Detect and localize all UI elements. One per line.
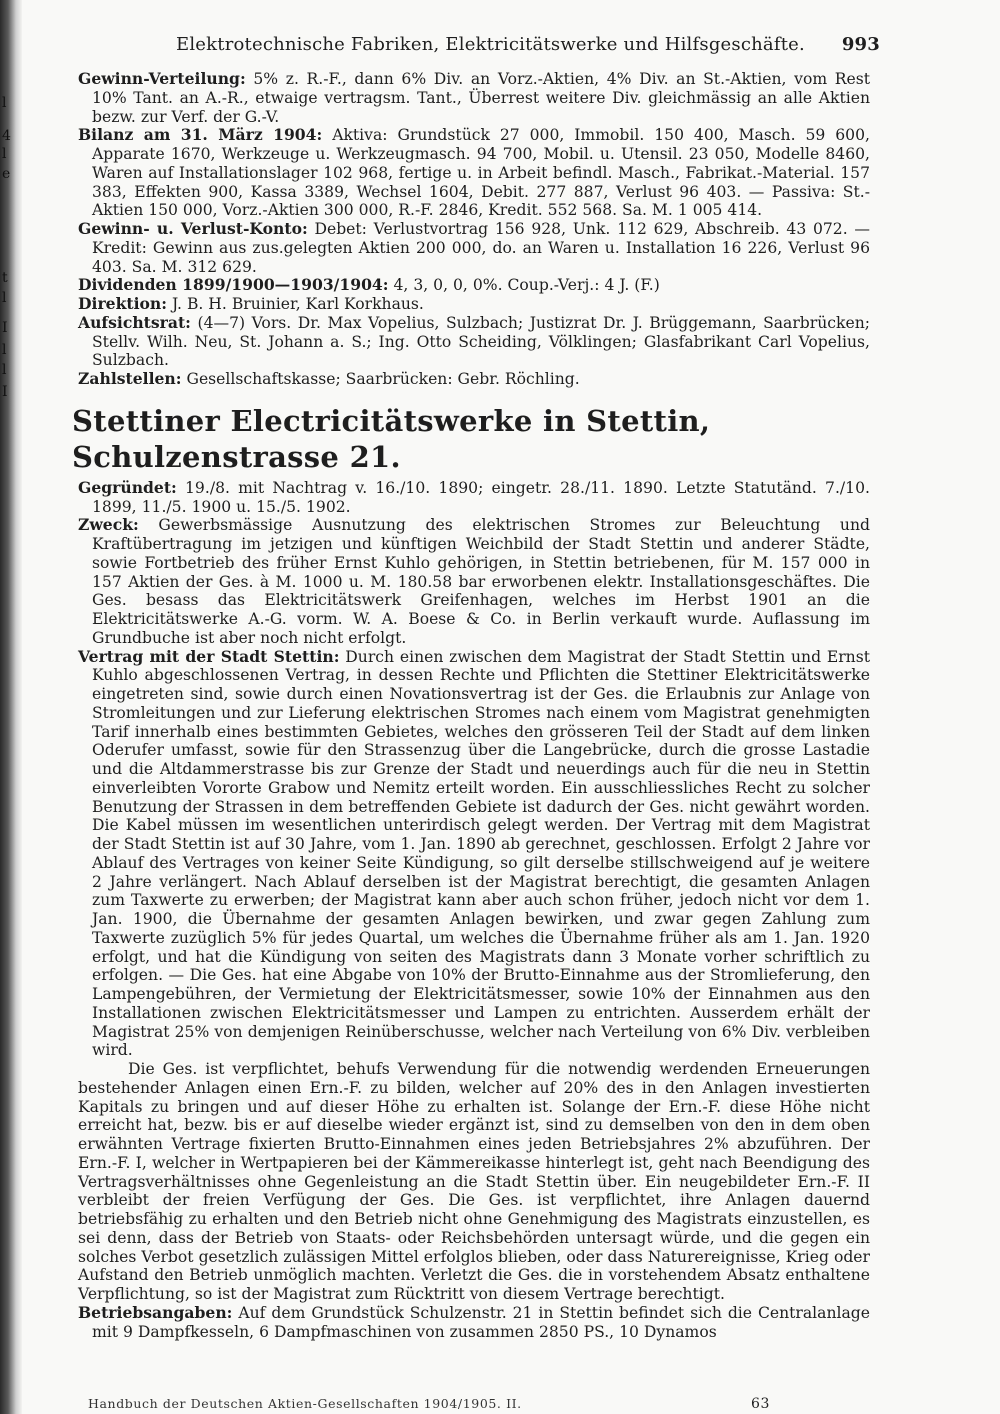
entry-key: Gegründet: [78, 477, 177, 497]
company-entries [78, 479, 870, 1342]
entry-text: Debet: Verlustvortrag 156 928, Unk. 112 629, Abschreib. 43 072. — Kredit: Gewinn aus zus.gelegten Aktien 200 000, do. an Waren u. Installation 16 226, Verlust 96 403. Sa. M. 312 629. [92, 220, 871, 276]
entry-text: Aktiva: Grundstück 27 000, Immobil. 150 400, Masch. 59 600, Apparate 1670, Werkzeuge u. Werkzeugmasch. 94 700, Mobil. u. Utensil. 23 050, Modelle 8460, Waren auf Installationslager 102 968, fertige u. in Arbeit befindl. Masch., Fabrikat.-Material. 157 383, Effekten 900, Kassa 3389, Wechsel 1604, Debit. 277 887, Verlust 96 403. — Passiva: St.-Aktien 150 000, Vorz.-Aktien 300 000, R.-F. 2846, Kredit. 552 568. Sa. M. 1 005 414. [92, 126, 870, 220]
margin-mark: l [2, 342, 7, 358]
page-number: 993 [841, 34, 880, 55]
page-gutter-shadow [0, 0, 22, 1414]
margin-mark: 4 [2, 128, 11, 144]
margin-mark: l [2, 146, 7, 162]
margin-mark: e [2, 166, 11, 182]
entry-text: J. B. H. Bruinier, Karl Korkhaus. [171, 295, 424, 313]
city-contract-entry [78, 648, 870, 1061]
paying-agents-entry [78, 370, 870, 389]
renewal-fund-paragraph [78, 1060, 870, 1304]
company-heading [72, 403, 870, 475]
margin-mark: l [2, 362, 7, 378]
entry-key: Gewinn- u. Verlust-Konto: [78, 219, 308, 238]
entry-key: Dividenden 1899/1900—1903/1904: [78, 275, 389, 295]
supervisory-board-entry [78, 314, 870, 370]
entry-key: Betriebsangaben: [78, 1302, 233, 1322]
founded-entry [78, 479, 870, 517]
page-content [72, 69, 871, 1341]
footer-source: Handbuch der Deutschen Aktien-Gesellschaften 1904/1905. II. [88, 1396, 522, 1411]
entry-text: 19./8. mit Nachtrag v. 16./10. 1890; eingetr. 28./11. 1890. Letzte Statutänd. 7./10. 1899, 11./5. 1900 u. 15./5. 1902. [92, 478, 870, 516]
entry-key: Gewinn-Verteilung: [78, 69, 246, 88]
margin-mark: I [2, 320, 8, 336]
dividends-entry [78, 276, 870, 295]
entry-key: Bilanz am 31. März 1904: [78, 125, 323, 145]
balance-sheet-entry [78, 126, 870, 220]
operations-entry [78, 1304, 870, 1342]
management-entry [78, 295, 870, 314]
margin-mark: t [2, 270, 8, 286]
profit-loss-entry [78, 220, 870, 276]
company-name: Stettiner Electricitätswerke in Stettin, [72, 403, 711, 438]
entry-text: 4, 3, 0, 0, 0%. Coup.-Verj.: 4 J. (F.) [393, 276, 660, 295]
entry-text: (4—7) Vors. Dr. Max Vopelius, Sulzbach; Justizrat Dr. J. Brüggemann, Saarbrücken; Stellv. Wilh. Neu, St. Johann a. S.; Ing. Otto Scheiding, Völklingen; Glasfabrikant Carl Vopelius, Sulzbach. [92, 313, 870, 370]
entry-text: Durch einen zwischen dem Magistrat der Stadt Stettin und Ernst Kuhlo abgeschlossenen Vertrag, in dessen Rechte und Pflichten die Stettiner Elektricitätswerke eingetreten sind, sowie durch einen Novationsvertrag ist der Ges. die Erlaubnis zur Anlage von Stromleitungen und zur Lieferung elektrischen Stromes nach einem vom Magistrat genehmigten Tarif innerhalb eines bestimmten Gebietes, welches den grösseren Teil der Stadt auf dem linken Oderufer umfasst, sowie für den Strassenzug über die Langebrücke, durch die grosse Lastadie und die Altdammerstrasse bis zur Grenze der Stadt und neuerdings auch für die neu in Stettin einverleibten Vororte Grabow und Nemitz erteilt worden. Ein ausschliessliches Recht zu solcher Benutzung der Strassen in dem betreffenden Gebiete ist dadurch der Ges. nicht gewährt worden. Die Kabel müssen im wesentlichen unterirdisch gelegt werden. Der Vertrag mit dem Magistrat der Stadt Stettin ist auf 30 Jahre, vom 1. Jan. 1890 ab gerechnet, geschlossen. Erfolgt 2 Jahre vor Ablauf des Vertrages von keiner Seite Kündigung, so gilt derselbe stillschweigend auf je weitere 2 Jahre verlängert. Nach Ablauf derselben ist der Magistrat berechtigt, die gesamten Anlagen zum Taxwerte zu erwerben; der Magistrat kann aber auch schon früher, jedoch nicht vor dem 1. Jan. 1900, die Übernahme der gesamten Anlagen bewirken, und zwar gegen Zahlung zum Taxwerte zuzüglich 5% für jedes Quartal, um welches die Übernahme früher als am 1. Jan. 1920 erfolgt, und hat die Kündigung von seiten des Magistrats dann 3 Monate vorher schriftlich zu erfolgen. — Die Ges. hat eine Abgabe von 10% der Brutto-Einnahme aus der Stromlieferung, den Lampengebühren, der Vermietung der Elektricitätsmesser, sowie 10% der Einnahmen aus den Installationen zwischen Elektricitätsmesser und Lampen zu entrichten. Ausserdem erhält der Magistrat 25% von demjenigen Reinüberschusse, welcher nach Verteilung von 6% Div. verbleiben wird. [92, 647, 870, 1060]
entry-key: Direktion: [78, 294, 168, 313]
entry-text: 5% z. R.-F., dann 6% Div. an Vorz.-Aktien, 4% Div. an St.-Aktien, vom Rest 10% Tant. an A.-R., etwaige vertragsm. Tant., Überrest weitere Div. gleichmässig an alle Aktien bezw. zur Verf. der G.-V. [92, 70, 870, 126]
entry-key: Zweck: [78, 515, 139, 535]
signature-mark: 63 [750, 1396, 770, 1412]
profit-distribution-entry [78, 70, 870, 126]
entry-text: Auf dem Grundstück Schulzenstr. 21 in Stettin befindet sich die Centralanlage mit 9 Dampfkesseln, 6 Dampfmaschinen von zusammen 2850 PS., 10 Dynamos [92, 1303, 870, 1341]
entry-key: Vertrag mit der Stadt Stettin: [78, 646, 340, 666]
running-title: Elektrotechnische Fabriken, Elektricitätswerke und Hilfsgeschäfte. [176, 34, 805, 55]
company-address: Schulzenstrasse 21. [72, 439, 401, 474]
purpose-entry [78, 516, 870, 647]
entry-text: Gewerbsmässige Ausnutzung des elektrischen Stromes zur Beleuchtung und Kraftübertragung im jetzigen und künftigen Weichbild der Stadt Stettin und anderer Städte, sowie Fortbetrieb des früher Ernst Kuhlo gehörigen, in Stettin betriebenen, für M. 157 000 in 157 Aktien der Ges. à M. 1000 u. M. 180.58 bar erworbenen elektr. Installationsgeschäftes. Die Ges. besass das Elektricitätswerk Greifenhagen, welches im Herbst 1901 an die Elektricitätswerke A.-G. vorm. W. A. Boese & Co. in Berlin verkauft wurde. Auflassung im Grundbuche ist aber noch nicht erfolgt. [92, 516, 870, 647]
margin-mark: I [2, 384, 8, 400]
margin-mark: l [2, 95, 7, 111]
entry-text: Die Ges. ist verpflichtet, behufs Verwendung für die notwendig werdenden Erneuerungen bestehender Anlagen einen Ern.-F. zu bilden, welcher auf 20% des in den Anlagen investierten Kapitals zu bringen und auf dieser Höhe zu erhalten ist. Solange der Ern.-F. diese Höhe nicht erreicht hat, bezw. bis er auf dieselbe wieder ergänzt ist, sind zu demselben von den in dem oben erwähnten Vertrage fixierten Brutto-Einnahmen eines jeden Betriebsjahres 2% abzuführen. Der Ern.-F. I, welcher in Wertpapieren bei der Kämmereikasse hinterlegt ist, geht nach Beendigung des Vertragsverhältnisses ohne Gegenleistung an die Stadt Stettin über. Ein neugebildeter Ern.-F. II verbleibt der freien Verfügung der Ges. Die Ges. ist verpflichtet, ihre Anlagen dauernd betriebsfähig zu erhalten und den Betrieb nicht ohne Genehmigung des Magistrats einzustellen, es sei denn, dass der Betrieb von Staats- oder Reichsbehörden untersagt würde, und die gegen ein solches Verbot gesetzlich zulässigen Mittel erfolglos blieben, oder dass Naturereignisse, Krieg oder Aufstand den Betrieb unmöglich machten. Verletzt die Ges. die in vorstehendem Absatz enthaltene Verpflichtung, so ist der Magistrat zum Rücktritt von diesem Vertrage berechtigt. [78, 1060, 870, 1303]
page-footer [88, 1396, 770, 1411]
margin-mark: l [2, 290, 7, 306]
entry-key: Aufsichtsrat: [78, 312, 191, 332]
previous-company-entries [78, 70, 870, 389]
entry-key: Zahlstellen: [78, 369, 182, 388]
entry-text: Gesellschaftskasse; Saarbrücken: Gebr. Röchling. [186, 370, 580, 388]
